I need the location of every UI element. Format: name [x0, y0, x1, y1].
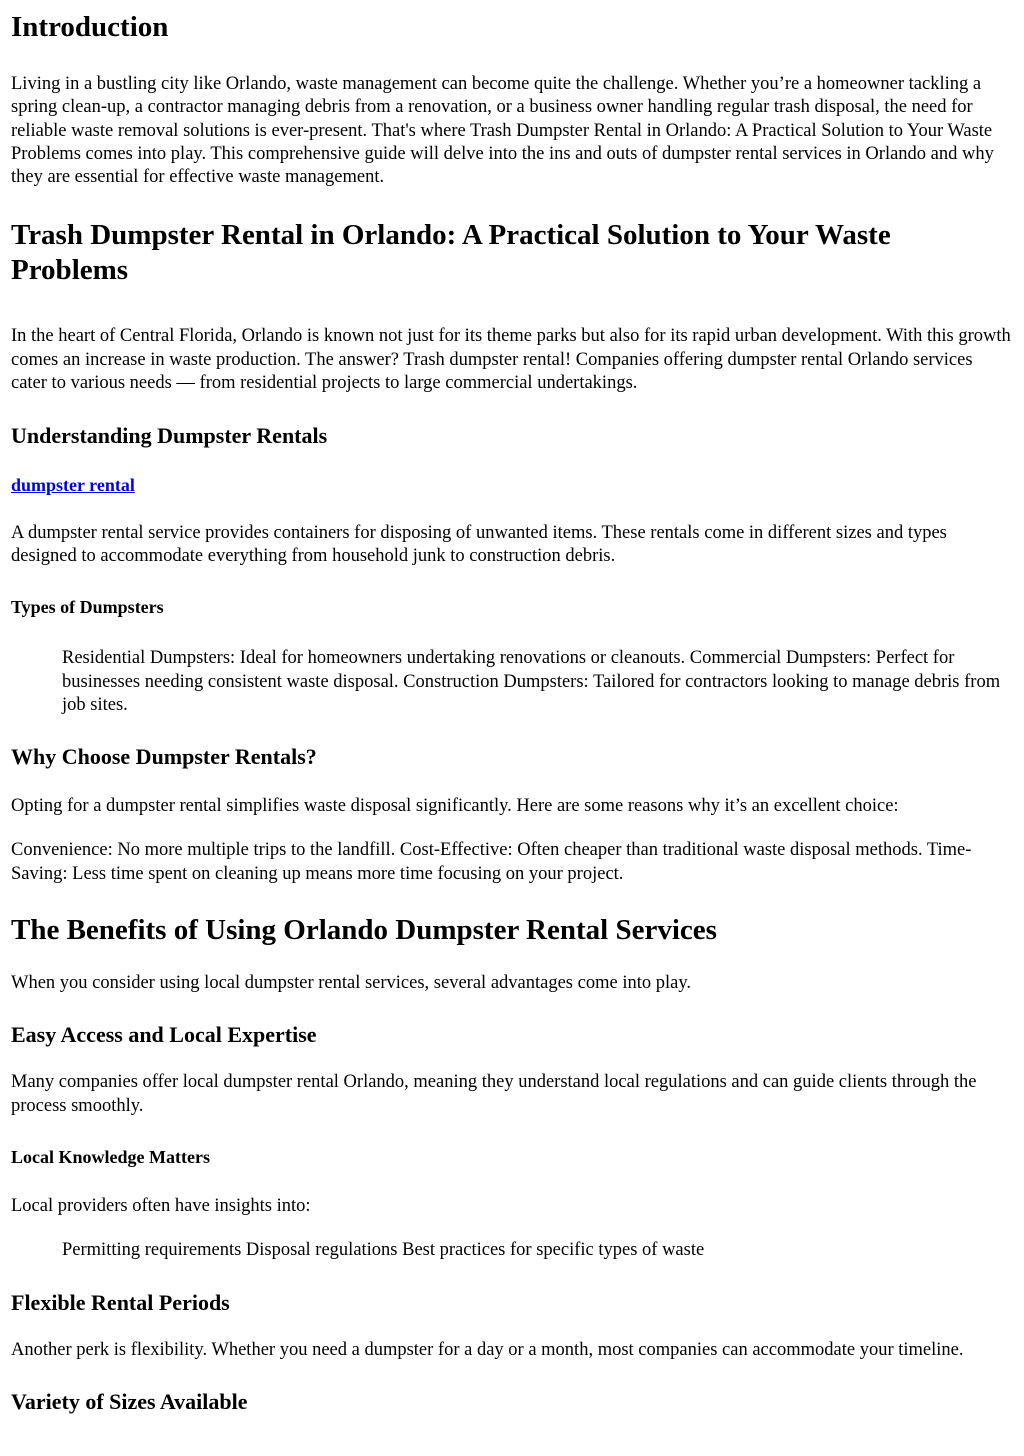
- why-heading: Why Choose Dumpster Rentals?: [11, 744, 317, 770]
- local-heading: Local Knowledge Matters: [11, 1146, 210, 1167]
- local-paragraph: Local providers often have insights into:: [11, 1195, 311, 1216]
- access-paragraph: Many companies offer local dumpster rental Orlando, meaning they understand local regulations and can guide clients through the process smoothly.: [11, 1072, 977, 1116]
- dumpster-rental-link[interactable]: dumpster rental: [11, 475, 135, 496]
- types-list: Residential Dumpsters: Ideal for homeowners undertaking renovations or cleanouts. Commercial Dumpsters: Perfect for businesses needing consistent waste disposal. Construction Dumpsters: Tailored for contractors looking to manage debris from job sites.: [62, 648, 1001, 715]
- section1-heading: Trash Dumpster Rental in Orlando: A Practical Solution to Your Waste Problems: [11, 219, 891, 287]
- access-heading: Easy Access and Local Expertise: [11, 1022, 317, 1048]
- flexible-heading: Flexible Rental Periods: [11, 1289, 230, 1315]
- types-heading: Types of Dumpsters: [11, 597, 164, 618]
- section1-paragraph: In the heart of Central Florida, Orlando is known not just for its theme parks but also for its rapid urban development. With this growth comes an increase in waste production. The answer? Trash dumpster rental! Companies offering dumpster rental Orlando services cater to various needs — from residential projects to large commercial undertakings.: [11, 326, 1011, 394]
- intro-paragraph: Living in a bustling city like Orlando, waste management can become quite the challenge. Whether you’re a homeowner tackling a spring clean-up, a contractor managing debris from a renovation, or a business owner handling regular trash disposal, the need for reliable waste removal solutions is ever-present. That's where Trash Dumpster Rental in Orlando: A Practical Solution to Your Waste Problems comes into play. This comprehensive guide will delve into the ins and outs of dumpster rental services in Orlando and why they are essential for effective waste management.: [11, 74, 994, 188]
- why-paragraph-1: Opting for a dumpster rental simplifies waste disposal significantly. Here are some reasons why it’s an excellent choice:: [11, 796, 899, 817]
- section2-paragraph: When you consider using local dumpster rental services, several advantages come into play.: [11, 973, 691, 994]
- why-paragraph-2: Convenience: No more multiple trips to the landfill. Cost-Effective: Often cheaper than traditional waste disposal methods. Time-Saving: Less time spent on cleaning up means more time focusing on your project.: [11, 840, 972, 884]
- document-page: [0, 10, 1024, 1415]
- intro-heading: Introduction: [11, 11, 169, 43]
- link-paragraph: [11, 474, 1013, 498]
- variety-heading: Variety of Sizes Available: [11, 1388, 248, 1414]
- section2-heading: The Benefits of Using Orlando Dumpster Rental Services: [11, 914, 717, 947]
- understanding-heading: Understanding Dumpster Rentals: [11, 423, 328, 449]
- flexible-paragraph: Another perk is flexibility. Whether you need a dumpster for a day or a month, most companies can accommodate your timeline.: [11, 1339, 964, 1360]
- local-list: Permitting requirements Disposal regulations Best practices for specific types of waste: [62, 1240, 705, 1261]
- understanding-paragraph: A dumpster rental service provides containers for disposing of unwanted items. These rentals come in different sizes and types designed to accommodate everything from household junk to construction debris.: [11, 522, 947, 566]
